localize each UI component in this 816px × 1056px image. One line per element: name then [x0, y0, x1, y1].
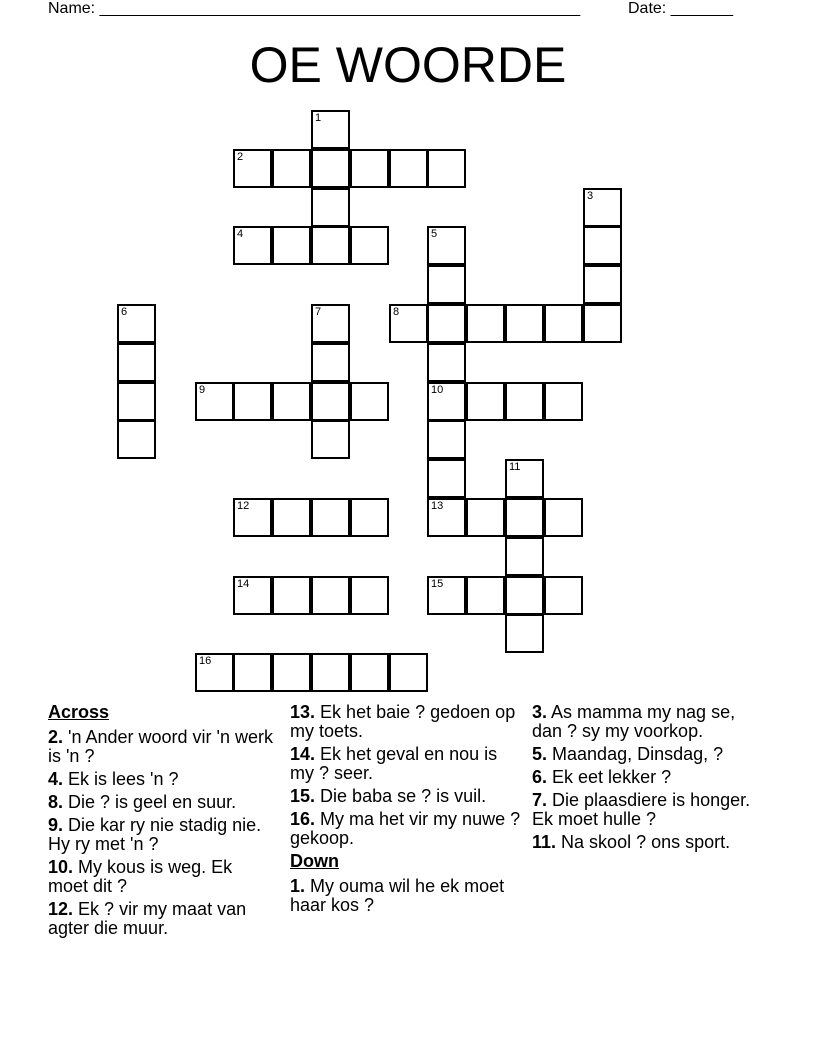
clue-item	[290, 810, 522, 848]
clue-number-label: 1.	[290, 876, 306, 896]
clue-text: My kous is weg. Ek moet dit ?	[48, 857, 233, 896]
clue-text: My ouma wil he ek moet haar kos ?	[290, 876, 505, 915]
crossword-cell[interactable]	[272, 653, 311, 692]
crossword-cell[interactable]	[233, 226, 272, 265]
crossword-cell[interactable]	[272, 149, 311, 188]
clue-number: 10	[431, 384, 444, 396]
crossword-cell[interactable]	[389, 304, 428, 343]
crossword-cell[interactable]	[427, 343, 466, 382]
clue-number: 8	[393, 306, 400, 318]
crossword-cell[interactable]	[311, 188, 350, 227]
clue-item	[532, 703, 762, 741]
across-heading: Across	[48, 702, 110, 722]
crossword-cell[interactable]	[427, 265, 466, 304]
clue-item	[48, 770, 276, 789]
crossword-cell[interactable]	[427, 498, 466, 537]
clue-item	[48, 900, 276, 938]
crossword-cell[interactable]	[466, 498, 505, 537]
crossword-cell[interactable]	[505, 304, 544, 343]
crossword-cell[interactable]	[583, 226, 622, 265]
clue-item	[48, 728, 276, 766]
crossword-cell[interactable]	[389, 653, 428, 692]
crossword-cell[interactable]	[505, 459, 544, 498]
crossword-cell[interactable]	[233, 149, 272, 188]
crossword-cell[interactable]	[272, 576, 311, 615]
name-field: Name: ______________________________________________________	[48, 0, 581, 17]
clue-text: My ma het vir my nuwe ? gekoop.	[290, 809, 521, 848]
crossword-cell[interactable]	[311, 110, 350, 149]
crossword-cell[interactable]	[544, 382, 583, 421]
crossword-cell[interactable]	[117, 343, 156, 382]
clue-item	[532, 833, 762, 852]
clue-number: 1	[315, 112, 322, 124]
clue-text: Die baba se ? is vuil.	[320, 786, 487, 806]
clue-item	[532, 791, 762, 829]
crossword-cell[interactable]	[466, 576, 505, 615]
clue-number: 4	[237, 228, 244, 240]
crossword-cell[interactable]	[350, 382, 389, 421]
crossword-cell[interactable]	[272, 382, 311, 421]
crossword-cell[interactable]	[272, 226, 311, 265]
clues-column-1	[48, 703, 276, 942]
crossword-cell[interactable]	[466, 382, 505, 421]
clue-text: Ek eet lekker ?	[552, 767, 672, 787]
down-heading: Down	[290, 851, 339, 871]
clue-number-label: 8.	[48, 792, 64, 812]
clues-column-3	[532, 703, 762, 856]
crossword-cell[interactable]	[583, 265, 622, 304]
crossword-cell[interactable]	[311, 304, 350, 343]
clue-number-label: 4.	[48, 769, 64, 789]
crossword-cell[interactable]	[117, 304, 156, 343]
clue-number: 9	[199, 384, 206, 396]
clue-number: 16	[199, 655, 212, 667]
clue-number: 2	[237, 151, 244, 163]
clue-number: 15	[431, 578, 444, 590]
clue-number-label: 2.	[48, 727, 64, 747]
crossword-cell[interactable]	[350, 149, 389, 188]
crossword-cell[interactable]	[350, 498, 389, 537]
crossword-cell[interactable]	[427, 226, 466, 265]
clue-item	[290, 877, 522, 915]
clue-number: 5	[431, 228, 438, 240]
crossword-cell[interactable]	[311, 576, 350, 615]
page-title: OE WOORDE	[249, 37, 567, 93]
clue-number-label: 6.	[532, 767, 548, 787]
crossword-cell[interactable]	[505, 537, 544, 576]
clues-column-2	[290, 703, 522, 919]
crossword-cell[interactable]	[427, 420, 466, 459]
clue-item	[532, 745, 762, 764]
crossword-cell[interactable]	[427, 304, 466, 343]
crossword-cell[interactable]	[544, 576, 583, 615]
crossword-cell[interactable]	[427, 576, 466, 615]
clue-item	[290, 703, 522, 741]
clue-number-label: 3.	[532, 702, 548, 722]
crossword-cell[interactable]	[505, 576, 544, 615]
crossword-cell[interactable]	[311, 226, 350, 265]
clue-number: 6	[121, 306, 128, 318]
crossword-cell[interactable]	[195, 653, 234, 692]
date-field: Date: _______	[628, 0, 733, 17]
clue-number: 3	[587, 190, 594, 202]
crossword-cell[interactable]	[233, 498, 272, 537]
clue-number-label: 11.	[532, 832, 557, 852]
clue-text: 'n Ander woord vir 'n werk is 'n ?	[48, 727, 273, 766]
crossword-cell[interactable]	[311, 653, 350, 692]
crossword-cell[interactable]	[311, 149, 350, 188]
clue-text: Ek is lees 'n ?	[68, 769, 179, 789]
crossword-cell[interactable]	[311, 343, 350, 382]
clue-number: 14	[237, 578, 250, 590]
clue-text: Ek ? vir my maat van agter die muur.	[48, 899, 247, 938]
crossword-cell[interactable]	[389, 149, 428, 188]
crossword-cell[interactable]	[427, 382, 466, 421]
clue-number-label: 5.	[532, 744, 548, 764]
clue-text: Ek het geval en nou is my ? seer.	[290, 744, 498, 783]
clue-item	[48, 858, 276, 896]
clue-number-label: 12.	[48, 899, 74, 919]
crossword-cell[interactable]	[505, 382, 544, 421]
crossword-cell[interactable]	[583, 304, 622, 343]
crossword-cell[interactable]	[195, 382, 234, 421]
crossword-cell[interactable]	[544, 498, 583, 537]
clue-text: Die plaasdiere is honger. Ek moet hulle ?	[532, 790, 751, 829]
clue-number-label: 10.	[48, 857, 74, 877]
crossword-cell[interactable]	[505, 614, 544, 653]
crossword-cell[interactable]	[117, 382, 156, 421]
clue-number-label: 16.	[290, 809, 316, 829]
crossword-cell[interactable]	[311, 382, 350, 421]
crossword-cell[interactable]	[233, 382, 272, 421]
clue-text: Maandag, Dinsdag, ?	[552, 744, 724, 764]
crossword-cell[interactable]	[311, 498, 350, 537]
crossword-cell[interactable]	[350, 576, 389, 615]
clue-number-label: 15.	[290, 786, 316, 806]
crossword-cell[interactable]	[350, 653, 389, 692]
clue-item	[48, 816, 276, 854]
clue-number: 7	[315, 306, 322, 318]
clue-number-label: 13.	[290, 702, 316, 722]
clue-text: Na skool ? ons sport.	[561, 832, 731, 852]
crossword-cell[interactable]	[233, 576, 272, 615]
clue-item	[532, 768, 762, 787]
crossword-cell[interactable]	[117, 420, 156, 459]
crossword-cell[interactable]	[466, 304, 505, 343]
clue-number-label: 14.	[290, 744, 316, 764]
clue-text: Die ? is geel en suur.	[68, 792, 237, 812]
clue-item	[48, 793, 276, 812]
clue-text: As mamma my nag se, dan ? sy my voorkop.	[532, 702, 736, 741]
crossword-cell[interactable]	[350, 226, 389, 265]
clue-text: Die kar ry nie stadig nie. Hy ry met 'n ?	[48, 815, 262, 854]
crossword-cell[interactable]	[427, 459, 466, 498]
clue-text: Ek het baie ? gedoen op my toets.	[290, 702, 516, 741]
clue-number-label: 9.	[48, 815, 64, 835]
clue-number: 11	[509, 461, 521, 473]
crossword-cell[interactable]	[233, 653, 272, 692]
crossword-cell[interactable]	[272, 498, 311, 537]
crossword-cell[interactable]	[427, 149, 466, 188]
clue-item	[290, 787, 522, 806]
crossword-cell[interactable]	[311, 420, 350, 459]
crossword-cell[interactable]	[583, 188, 622, 227]
clue-number: 12	[237, 500, 250, 512]
clue-number-label: 7.	[532, 790, 548, 810]
clue-item	[290, 745, 522, 783]
crossword-cell[interactable]	[505, 498, 544, 537]
crossword-cell[interactable]	[544, 304, 583, 343]
clue-number: 13	[431, 500, 444, 512]
